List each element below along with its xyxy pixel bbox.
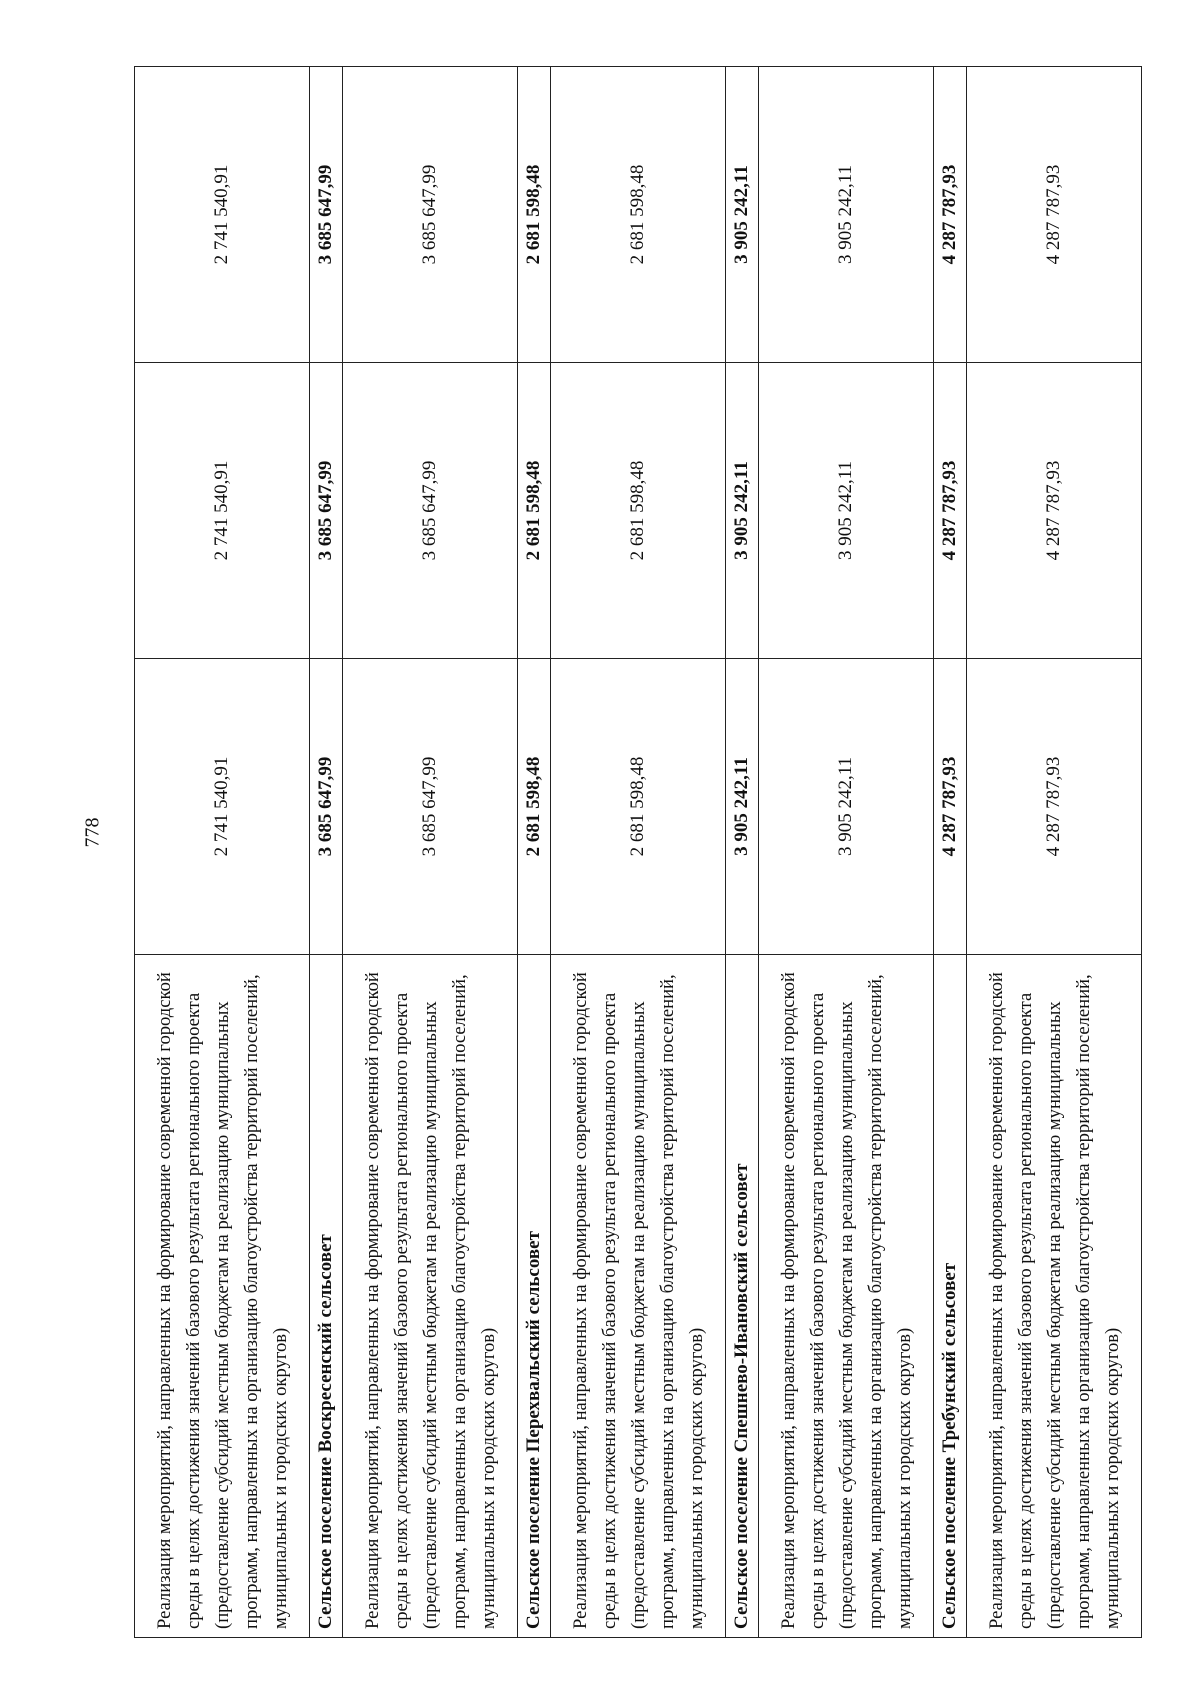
page-number-text: 778 (81, 817, 104, 847)
table-row-measure (967, 67, 1142, 1638)
value-cell-year-2: 4 287 787,93 (967, 363, 1142, 659)
value-cell-year-3: 3 685 647,99 (343, 67, 518, 363)
value-cell-year-3: 4 287 787,93 (934, 67, 967, 363)
value-cell-year-3: 2 681 598,48 (518, 67, 551, 363)
table-row-measure (551, 67, 726, 1638)
value-cell-year-1: 4 287 787,93 (967, 659, 1142, 955)
value-cell-year-2: 2 681 598,48 (518, 363, 551, 659)
value-cell-year-2: 4 287 787,93 (934, 363, 967, 659)
measure-name-cell: Реализация мероприятий, направленных на формирование современной городской среды в целях достижения значений базового результата регионального проекта (предоставление субсидий местным бюджетам на реализацию муниципальных программ, направленных на организацию благоустройства территорий поселений, муниципальных и городских округов) (343, 955, 518, 1638)
measure-name-cell: Реализация мероприятий, направленных на формирование современной городской среды в целях достижения значений базового результата регионального проекта (предоставление субсидий местным бюджетам на реализацию муниципальных программ, направленных на организацию благоустройства территорий поселений, муниципальных и городских округов) (135, 955, 310, 1638)
value-cell-year-3: 3 905 242,11 (759, 67, 934, 363)
table-row-settlement (518, 67, 551, 1638)
value-cell-year-2: 2 681 598,48 (551, 363, 726, 659)
table-row-measure (343, 67, 518, 1638)
table-row-measure (759, 67, 934, 1638)
settlement-name-cell: Сельское поселение Требунский сельсовет (934, 955, 967, 1638)
table-row-settlement (726, 67, 759, 1638)
measure-name-cell: Реализация мероприятий, направленных на формирование современной городской среды в целях достижения значений базового результата регионального проекта (предоставление субсидий местным бюджетам на реализацию муниципальных программ, направленных на организацию благоустройства территорий поселений, муниципальных и городских округов) (967, 955, 1142, 1638)
value-cell-year-3: 3 905 242,11 (726, 67, 759, 363)
value-cell-year-1: 2 681 598,48 (551, 659, 726, 955)
table-row-measure (135, 67, 310, 1638)
value-cell-year-1: 3 685 647,99 (343, 659, 518, 955)
value-cell-year-1: 3 905 242,11 (726, 659, 759, 955)
value-cell-year-1: 3 905 242,11 (759, 659, 934, 955)
rotated-table-container (134, 67, 1123, 1638)
value-cell-year-1: 2 681 598,48 (518, 659, 551, 955)
value-cell-year-2: 3 905 242,11 (759, 363, 934, 659)
settlement-name-cell: Сельское поселение Воскресенский сельсовет (310, 955, 343, 1638)
measure-name-cell: Реализация мероприятий, направленных на формирование современной городской среды в целях достижения значений базового результата регионального проекта (предоставление субсидий местным бюджетам на реализацию муниципальных программ, направленных на организацию благоустройства территорий поселений, муниципальных и городских округов) (551, 955, 726, 1638)
measure-name-cell: Реализация мероприятий, направленных на формирование современной городской среды в целях достижения значений базового результата регионального проекта (предоставление субсидий местным бюджетам на реализацию муниципальных программ, направленных на организацию благоустройства территорий поселений, муниципальных и городских округов) (759, 955, 934, 1638)
page-number (76, 812, 110, 852)
value-cell-year-2: 2 741 540,91 (135, 363, 310, 659)
value-cell-year-2: 3 905 242,11 (726, 363, 759, 659)
value-cell-year-3: 2 681 598,48 (551, 67, 726, 363)
value-cell-year-3: 4 287 787,93 (967, 67, 1142, 363)
budget-table (134, 66, 1142, 1638)
settlement-name-cell: Сельское поселение Перехвальский сельсовет (518, 955, 551, 1638)
value-cell-year-1: 3 685 647,99 (310, 659, 343, 955)
value-cell-year-2: 3 685 647,99 (343, 363, 518, 659)
settlement-name-cell: Сельское поселение Спешнево-Ивановский сельсовет (726, 955, 759, 1638)
value-cell-year-1: 4 287 787,93 (934, 659, 967, 955)
value-cell-year-3: 3 685 647,99 (310, 67, 343, 363)
value-cell-year-2: 3 685 647,99 (310, 363, 343, 659)
value-cell-year-1: 2 741 540,91 (135, 659, 310, 955)
value-cell-year-3: 2 741 540,91 (135, 67, 310, 363)
table-row-settlement (934, 67, 967, 1638)
table-row-settlement (310, 67, 343, 1638)
